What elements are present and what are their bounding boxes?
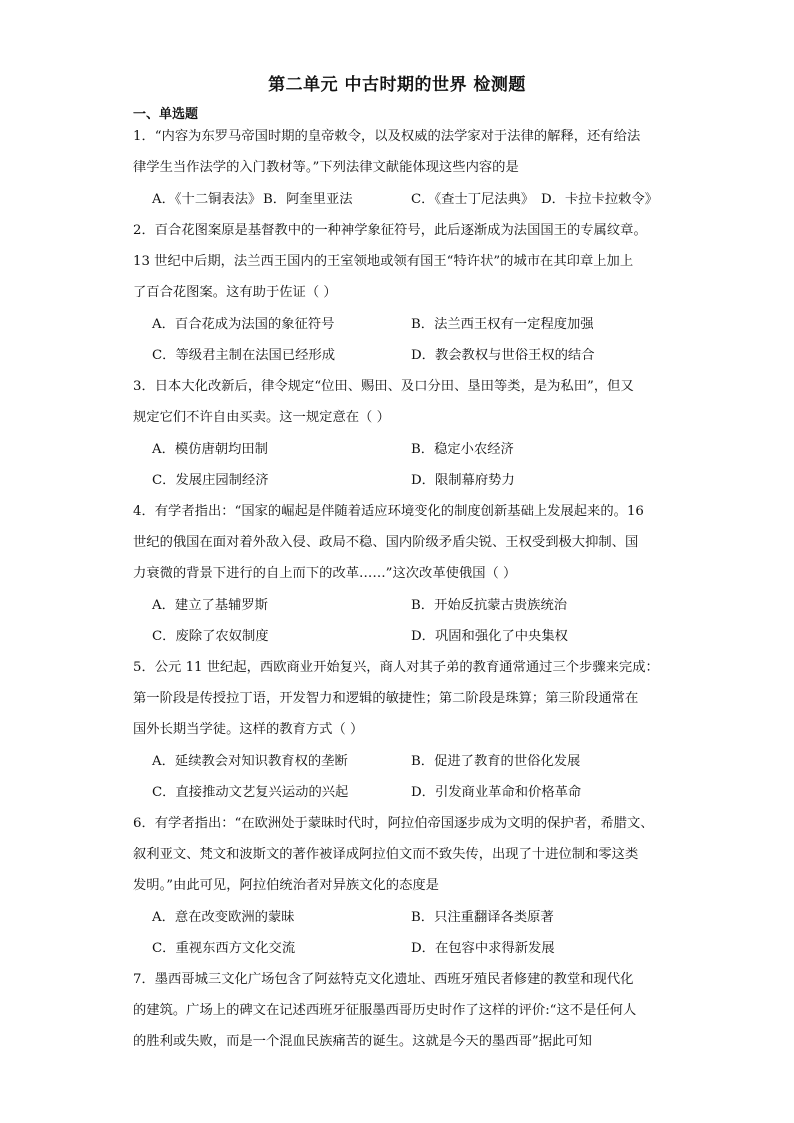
question-4-option-a: A．建立了基辅罗斯 (152, 598, 268, 613)
question-2-option-a: A．百合花成为法国的象征符号 (152, 317, 335, 332)
question-2-option-c: C．等级君主制在法国已经形成 (152, 348, 336, 363)
question-3-line-1: 3．日本大化改新后，律令规定“位田、赐田、及口分田、垦田等类，是为私田”，但又 (133, 379, 634, 394)
question-7-line-2: 的建筑。广场上的碑文在记述西班牙征服墨西哥历史时作了这样的评价:“这不是任何人 (133, 1003, 637, 1018)
question-1-option-d: D．卡拉卡拉敕令》 (541, 192, 659, 207)
question-1-option-b: B．阿奎里亚法 (263, 192, 353, 207)
question-5-option-b: B．促进了教育的世俗化发展 (411, 754, 581, 769)
question-5-line-2: 第一阶段是传授拉丁语，开发智力和逻辑的敏捷性；第二阶段是珠算；第三阶段通常在 (133, 691, 639, 706)
question-4-option-c: C．废除了农奴制度 (152, 629, 269, 644)
question-5-option-d: D．引发商业革命和价格革命 (411, 785, 582, 800)
question-1-option-c: C．《查士丁尼法典》 (411, 192, 535, 207)
question-1-option-a: A．《十二铜表法》 (152, 192, 262, 207)
question-4-line-3: 力衰微的背景下进行的自上而下的改革……”这次改革使俄国（ ） (133, 566, 517, 581)
question-2-option-d: D．教会教权与世俗王权的结合 (411, 348, 595, 363)
question-7-line-3: 的胜利或失败，而是一个混血民族痛苦的诞生。这就是今天的墨西哥”据此可知 (133, 1034, 592, 1049)
question-5-line-1: 5．公元 11 世纪起，西欧商业开始复兴，商人对其子弟的教育通常通过三个步骤来完成： (133, 660, 659, 675)
question-4-line-1: 4．有学者指出：“国家的崛起是伴随着适应环境变化的制度创新基础上发展起来的。16 (133, 504, 644, 519)
question-3-option-b: B．稳定小农经济 (411, 442, 514, 457)
question-4-line-2: 世纪的俄国在面对着外敌入侵、政局不稳、国内阶级矛盾尖锐、王权受到极大抑制、国 (133, 535, 639, 550)
question-6-option-b: B．只注重翻译各类原著 (411, 910, 554, 925)
question-2-line-1: 2．百合花图案原是基督教中的一种神学象征符号，此后逐渐成为法国国王的专属纹章。 (133, 223, 647, 238)
question-2-line-2: 13 世纪中后期，法兰西王国内的王室领地或领有国王“特许状”的城市在其印章上加上 (133, 254, 634, 269)
question-3-line-2: 规定它们不许自由买卖。这一规定意在（ ） (133, 410, 390, 425)
question-2-option-b: B．法兰西王权有一定程度加强 (411, 317, 594, 332)
question-6-line-2: 叙利亚文、梵文和波斯文的著作被译成阿拉伯文而不致失传，出现了十进位制和零这类 (133, 847, 639, 862)
section-heading: 一、单选题 (133, 107, 199, 122)
question-6-line-3: 发明。”由此可见，阿拉伯统治者对异族文化的态度是 (133, 878, 439, 893)
question-6-option-a: A．意在改变欧洲的蒙昧 (152, 910, 295, 925)
question-6-option-d: D．在包容中求得新发展 (411, 941, 555, 956)
question-6-option-c: C．重视东西方文化交流 (152, 941, 296, 956)
question-4-option-b: B．开始反抗蒙古贵族统治 (411, 598, 568, 613)
question-5-line-3: 国外长期当学徒。这样的教育方式（ ） (133, 722, 364, 737)
question-1-line-1: 1．“内容为东罗马帝国时期的皇帝敕令，以及权威的法学家对于法律的解释，还有给法 (133, 129, 641, 144)
question-4-option-d: D．巩固和强化了中央集权 (411, 629, 568, 644)
question-3-option-a: A．模仿唐朝均田制 (152, 442, 268, 457)
question-7-line-1: 7．墨西哥城三文化广场包含了阿兹特克文化遗址、西班牙殖民者修建的教堂和现代化 (133, 972, 634, 987)
question-2-line-3: 了百合花图案。这有助于佐证（ ） (133, 285, 337, 300)
question-5-option-a: A．延续教会对知识教育权的垄断 (152, 754, 348, 769)
page-title: 第二单元 中古时期的世界 检测题 (268, 75, 526, 95)
question-5-option-c: C．直接推动文艺复兴运动的兴起 (152, 785, 349, 800)
question-6-line-1: 6．有学者指出：“在欧洲处于蒙昧时代时，阿拉伯帝国逐步成为文明的保护者，希腊文、 (133, 816, 654, 831)
question-3-option-d: D．限制幕府势力 (411, 473, 515, 488)
question-3-option-c: C．发展庄园制经济 (152, 473, 269, 488)
question-1-line-2: 律学生当作法学的入门教材等。”下列法律文献能体现这些内容的是 (133, 160, 519, 175)
